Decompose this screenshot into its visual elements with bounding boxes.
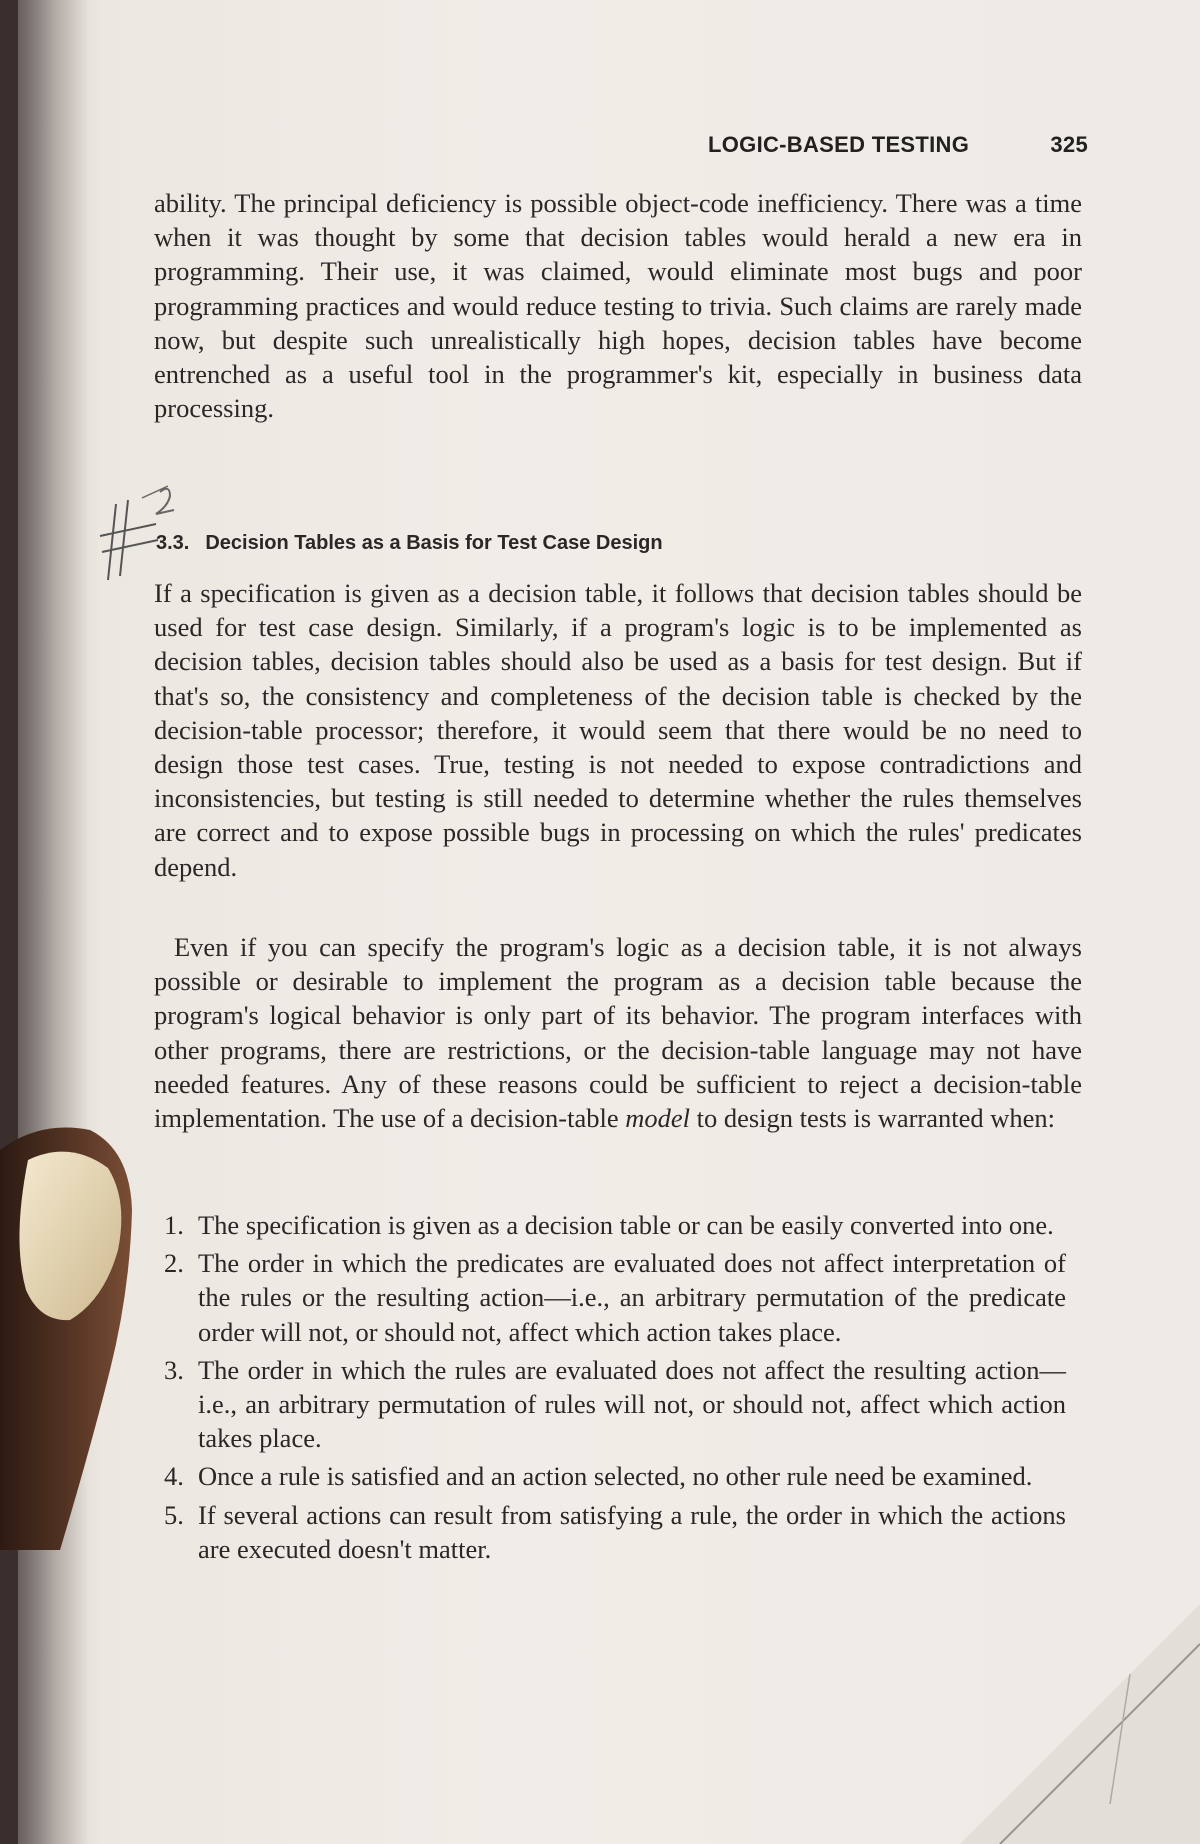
list-item-marker: 2. — [164, 1248, 184, 1279]
paragraph-1: ability. The principal deficiency is possible object-code inefficiency. There was a time when it was thought by some that decision tables would herald a new era in programming. Their use, it was claimed, would eliminate most bugs and poor programming practices and would reduce testing to trivia. Such claims are rarely made now, but despite such unrealistically high hopes, decision tables have become entrenched as a useful tool in the programmer's kit, especially in business data processing. — [154, 188, 1082, 424]
page-number: 325 — [1050, 132, 1088, 157]
thumb — [0, 1090, 160, 1550]
paragraph-3 — [154, 930, 1082, 1170]
conditions-list — [164, 1208, 1066, 1718]
list-item-marker: 4. — [164, 1461, 184, 1492]
list-item-marker: 3. — [164, 1354, 184, 1385]
book-page — [18, 0, 1200, 1844]
paragraph-3-text-after: to design tests is warranted when: — [689, 1103, 1056, 1134]
list-item-text: The order in which the rules are evaluated does not affect the resulting action—i.e., an arbitrary permutation of rules will not, or should not, affect which action takes place. — [198, 1354, 1066, 1454]
paragraph-3-emphasis: model — [625, 1103, 690, 1134]
list-item — [164, 1498, 1066, 1566]
section-heading — [156, 532, 916, 566]
list-item-text: If several actions can result from satisfying a rule, the order in which the actions are executed doesn't matter. — [198, 1499, 1066, 1564]
running-head-title: LOGIC-BASED TESTING — [708, 132, 970, 157]
list-item — [164, 1353, 1066, 1456]
list-item — [164, 1459, 1066, 1493]
list-item-marker: 5. — [164, 1499, 184, 1530]
binding-shadow — [18, 0, 88, 1844]
section-title: Decision Tables as a Basis for Test Case Design — [205, 532, 663, 554]
list-item-marker: 1. — [164, 1210, 184, 1240]
paragraph-2: If a specification is given as a decision table, it follows that decision tables should be used for test case design. Similarly, if a program's logic is to be implemented as decision tables, decision tables should also be used as a basis for test design. But if that's so, the consistency and completeness of the decision table is checked by the decision-table processor; therefore, it would seem that there would be no need to design those test cases. True, testing is not needed to expose contradictions and inconsistencies, but testing is still needed to determine whether the rules themselves are correct and to expose possible bugs in processing on which the rules' predicates depend. — [154, 578, 1082, 882]
paragraph-3-text-before: Even if you can specify the program's logic as a decision table, it is not always possible or desirable to implement the program as a decision table because the program's logical behavior is only part of its behavior. The program interfaces with other programs, there are restrictions, or the decision-table language may not have needed features. Any of these reasons could be sufficient to reject a decision-table implementation. The use of a decision-table — [154, 932, 1082, 1134]
list-item — [164, 1208, 1066, 1242]
section-number: 3.3. — [156, 532, 190, 554]
page-corner-fold — [960, 1604, 1200, 1844]
list-item-text: The order in which the predicates are evaluated does not affect interpretation of the rules or the resulting action—i.e., an arbitrary permutation of the predicate order will not, or should not, affect which action takes place. — [198, 1248, 1066, 1347]
list-item-text: Once a rule is satisfied and an action selected, no other rule need be examined. — [198, 1461, 1033, 1492]
running-head — [708, 132, 1088, 164]
list-item-text: The specification is given as a decision table or can be easily converted into one. — [198, 1210, 1054, 1240]
list-item — [164, 1246, 1066, 1349]
